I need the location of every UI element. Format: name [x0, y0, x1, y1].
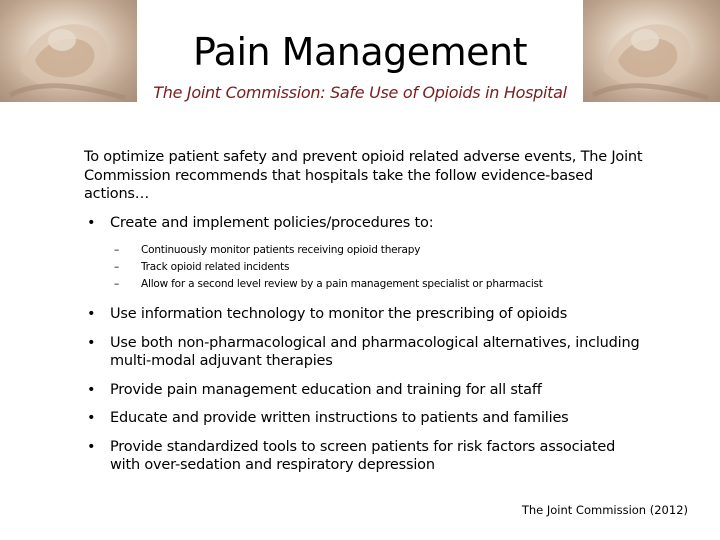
sub-bullet-text: Allow for a second level review by a pain management specialist or pharmacist: [141, 278, 543, 290]
dash-marker: –: [114, 244, 120, 256]
bullet-marker: •: [87, 306, 96, 322]
slide-subtitle: The Joint Commission: Safe Use of Opioids in Hospital: [153, 83, 567, 102]
sub-bullet-item: [114, 259, 644, 276]
bullet-marker: •: [87, 214, 96, 231]
bullet-marker: •: [87, 334, 96, 351]
figure-artwork: [583, 0, 720, 102]
sub-bullet-text: Continuously monitor patients receiving opioid therapy: [141, 244, 421, 256]
bullet-text: Use information technology to monitor the prescribing of opioids: [110, 306, 568, 322]
decorative-pain-image-left: [0, 0, 137, 102]
dash-marker: –: [114, 278, 120, 290]
decorative-pain-image-right: [583, 0, 720, 102]
figure-artwork: [0, 0, 137, 102]
bullet-text: Provide standardized tools to screen patients for risk factors associated with over-sedation and respiratory depression: [110, 438, 616, 473]
bullet-item: [84, 214, 644, 233]
intro-paragraph: To optimize patient safety and prevent opioid related adverse events, The Joint Commission recommends that hospitals take the follow evidence-based actions…: [84, 149, 643, 202]
slide-title: Pain Management: [192, 30, 528, 74]
sub-bullet-item: [114, 242, 644, 259]
bullet-text: Educate and provide written instructions to patients and families: [110, 410, 569, 426]
bullet-item: [84, 438, 644, 475]
bullet-text: Provide pain management education and training for all staff: [110, 381, 542, 398]
bullet-item: [84, 305, 644, 324]
sub-bullet-list: [114, 242, 644, 293]
citation: The Joint Commission (2012): [521, 503, 688, 517]
bullet-text: Create and implement policies/procedures to:: [110, 214, 434, 231]
bullet-text: Use both non-pharmacological and pharmacological alternatives, including multi-modal adjuvant therapies: [110, 334, 640, 369]
bullet-item: [84, 409, 644, 428]
bullet-marker: •: [87, 381, 96, 398]
sub-bullet-item: [114, 276, 644, 293]
bullet-marker: •: [87, 438, 96, 455]
dash-marker: –: [114, 261, 120, 273]
slide-body: [84, 148, 644, 485]
sub-bullet-text: Track opioid related incidents: [141, 261, 290, 273]
bullet-item: [84, 334, 644, 371]
bullet-marker: •: [87, 410, 96, 426]
bullet-item: [84, 381, 644, 400]
